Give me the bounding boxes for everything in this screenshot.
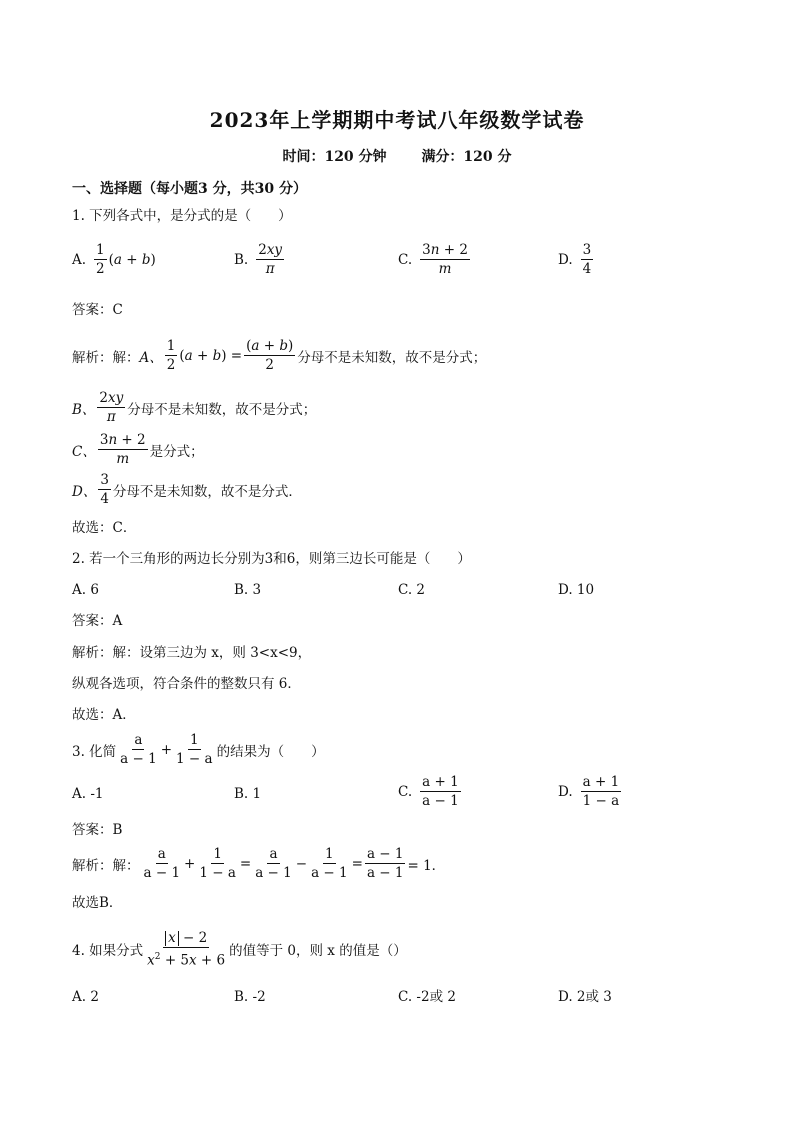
q2-option-c: C. 2 xyxy=(398,582,426,598)
q1-analysis-b: B、 $\frac{2xy}{\pi}$ 分母不是未知数，故不是分式； xyxy=(72,390,317,425)
q1-option-c: C. $\frac{3n + 2}{m}$ xyxy=(398,242,468,277)
q4-option-a: A. 2 xyxy=(72,989,99,1005)
q2-option-b: B. 3 xyxy=(234,582,262,598)
q3-stem: 3. 化简 $\frac{a}{a - 1}$ + $\frac{1}{1 - a}$ 的结果为（ ） xyxy=(72,732,325,767)
q4-option-c: C. -2或 2 xyxy=(398,989,456,1005)
q1-option-b: B. $\frac{2xy}{\pi}$ xyxy=(234,242,283,277)
q1-conclusion: 故选：C． xyxy=(72,520,137,536)
time-label: 时间：120 分钟 xyxy=(282,149,387,165)
q3-answer: 答案：B xyxy=(72,822,123,838)
q4-option-d: D. 2或 3 xyxy=(558,989,612,1005)
q3-analysis: 解析：解： $\frac{a}{a - 1}$ + $\frac{1}{1 - a}$ = $\frac{a}{a - 1}$ − $\frac{1}{a - 1}$ = $\frac{a - 1}{a - 1}$ = 1． xyxy=(72,846,446,881)
q2-analysis-line1: 解析：解：设第三边为 x，则 3<x<9， xyxy=(72,645,312,661)
section-heading: 一、选择题（每小题3 分，共30 分） xyxy=(72,181,307,197)
q1-analysis-c: C、 $\frac{3n + 2}{m}$ 是分式； xyxy=(72,432,204,467)
q2-conclusion: 故选：A． xyxy=(72,707,136,723)
q2-option-a: A. 6 xyxy=(72,582,99,598)
q1-analysis-d: D、 $\frac{3}{4}$ 分母不是未知数，故不是分式． xyxy=(72,472,302,507)
q2-option-d: D. 10 xyxy=(558,582,595,598)
q2-stem: 2. 若一个三角形的两边长分别为3和6，则第三边长可能是（ ） xyxy=(72,551,471,567)
q3-option-b: B. 1 xyxy=(234,786,262,802)
q3-option-a: A. -1 xyxy=(72,786,104,802)
q1-answer: 答案：C xyxy=(72,302,123,318)
score-label: 满分：120 分 xyxy=(421,149,512,165)
exam-info xyxy=(0,146,794,166)
q2-analysis-line2: 纵观各选项，符合条件的整数只有 6． xyxy=(72,676,301,692)
q1-analysis-a: 解析：解： A、 $\frac{1}{2}$ (a + b) = $\frac{(a + b)}{2}$ 分母不是未知数，故不是分式； xyxy=(72,338,487,373)
q1-stem: 1. 下列各式中，是分式的是（ ） xyxy=(72,208,292,224)
page-title: 2023年上学期期中考试八年级数学试卷 xyxy=(209,108,585,132)
q4-option-b: B. -2 xyxy=(234,989,266,1005)
q2-answer: 答案：A xyxy=(72,613,123,629)
q1-option-a: A. $\frac{1}{2}$ (a + b) xyxy=(72,242,156,277)
q4-stem: 4. 如果分式 $\frac{x - 2}{x^2 + 5x + 6}$ 的值等于 0，则 x 的值是（） xyxy=(72,930,407,969)
q3-conclusion: 故选B． xyxy=(72,895,123,911)
q1-option-d: D. $\frac{3}{4}$ xyxy=(558,242,592,277)
q3-option-c: C. $\frac{a + 1}{a - 1}$ xyxy=(398,774,459,809)
q3-option-d: D. $\frac{a + 1}{1 - a}$ xyxy=(558,774,620,809)
